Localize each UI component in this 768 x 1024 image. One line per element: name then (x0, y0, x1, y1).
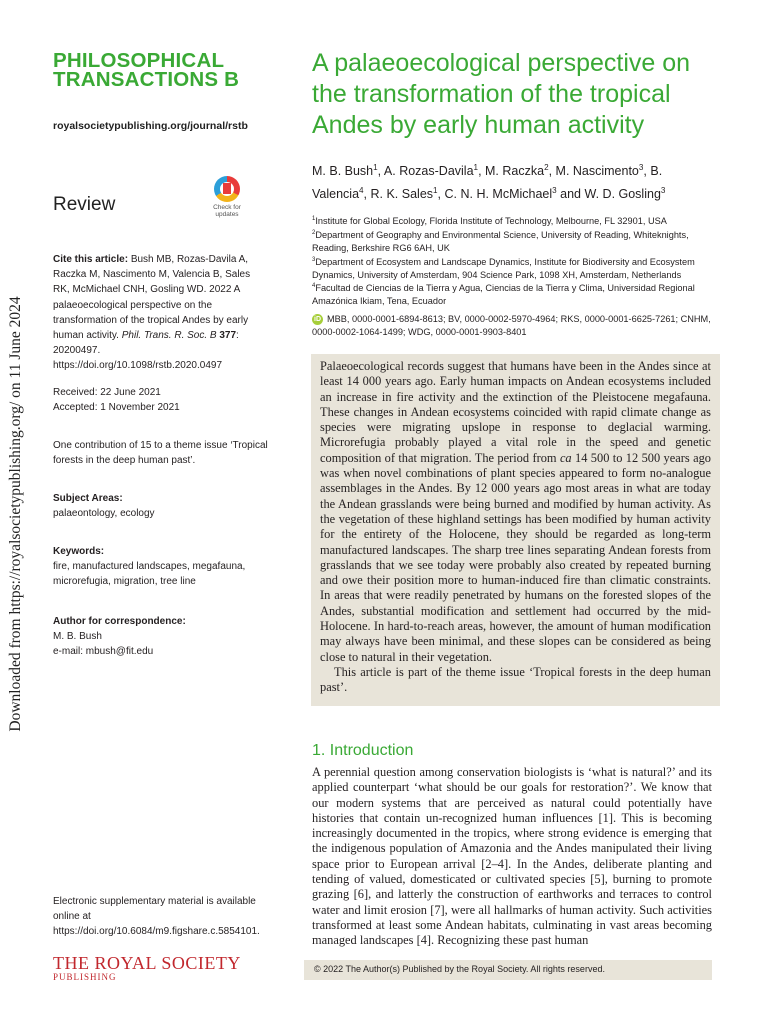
bookmark-icon (223, 183, 231, 194)
author: R. K. Sales (370, 186, 434, 201)
keywords (53, 544, 268, 590)
article-title: A palaeoecological perspective on the transformation of the tropical Andes by early human activity (312, 49, 691, 139)
download-stamp: Downloaded from https://royalsocietypublishing.org/ on 11 June 2024 (7, 296, 24, 732)
abstract-paragraph: Palaeoecological records suggest that humans have been in the Andes since at least 14 000 years ago. Early human impacts on Andean ecosystems included an increase in fire activity and the extinction of the Pleistocene megafauna. These changes in Andean ecosystems coincided with rapid climate change as species were migrating upslope in response to deglacial warming. Microrefugia probably played a vital role in the speed and genetic composition of that migration. The period from ca 14 500 to 12 500 years ago was when novel combinations of plant species appeared to form no-analogue assemblages in the Andes. By 12 000 years ago most areas in what are today the Andean grasslands were being burned and modified by human activity. As the vegetation of these highland settings has been modified by human activity for the entirety of the Holocene, they should be regarded as long-term manufactured landscapes. The sharp tree lines separating Andean forests from grasslands that we see today were probably also created by repeated burning and owe their position more to human-induced fire than climatic constraints. In areas that were readily penetrated by humans on the forested slopes of the Andes, substantial modification and settlement had occurred by the mid-Holocene. In hard-to-reach areas, however, the amount of human modification may always have been minimal, and these slopes can be considered as being close to natural in their vegetation. (320, 359, 711, 664)
copyright-text: © 2022 The Author(s) Published by the Royal Society. All rights reserved. (314, 964, 605, 974)
royal-society-logo (53, 953, 241, 982)
author: M. B. Bush (312, 164, 374, 178)
author: M. Raczka (485, 164, 545, 178)
keywords-label: Keywords: (53, 546, 105, 557)
abstract-box (311, 354, 720, 706)
logo-line2: PUBLISHING (53, 972, 117, 982)
keywords-value: fire, manufactured landscapes, megafauna, microrefugia, migration, tree line (53, 561, 246, 588)
cite-volume: 377 (219, 330, 237, 342)
citation-block (53, 252, 268, 374)
author: A. Rozas-Davila (383, 164, 474, 178)
author: W. D. Gosling (584, 186, 661, 201)
subject-value: palaeontology, ecology (53, 508, 155, 520)
author-list: M. B. Bush$^1$, A. Rozas-Davila$^1$, M. Raczka$^2$, M. Nascimento$^3$, B. Valencia$^4$, R. K. Sales$^1$, C. N. H. McMichael$^3$ and W. D. Gosling$^3$ (312, 162, 666, 201)
subject-areas (53, 491, 268, 521)
journal-name-line2: TRANSACTIONS B (53, 68, 240, 91)
section-heading: 1. Introduction (312, 742, 414, 759)
subject-label: Subject Areas: (53, 493, 123, 504)
supplementary-note: Electronic supplementary material is available online at https://doi.org/10.6084/m9.figshare.c.5854101. (53, 896, 260, 938)
affiliation: $^4$Facultad de Ciencias de la Tierra y Agua, Ciencias de la Tierra y Clima, Universidad Regional Amazónica Ikiam, Tena, Ecuador (312, 282, 695, 307)
cite-label: Cite this article: (53, 254, 129, 265)
received-date: Received: 22 June 2021 (53, 387, 161, 398)
affiliation: $^2$Department of Geography and Environmental Science, University of Reading, Whiteknights, Reading, Berkshire RG6 6AH, UK (312, 229, 689, 254)
affiliation: $^1$Institute for Global Ecology, Florida Institute of Technology, Melbourne, FL 32901, USA (312, 215, 667, 226)
affiliation: $^3$Department of Ecosystem and Landscape Dynamics, Institute for Biodiversity and Ecosystem Dynamics, University of Amsterdam, 904 Science Park, 1098 XH, Amsterdam, Netherlands (312, 256, 695, 281)
theme-issue-note: One contribution of 15 to a theme issue ‘Tropical forests in the deep human past’. (53, 440, 268, 467)
article-type: Review (53, 194, 116, 215)
check-updates-label: Check for updates (213, 204, 241, 218)
journal-name-line1: PHILOSOPHICAL (53, 49, 225, 72)
journal-name[interactable] (53, 51, 239, 89)
cite-doi-link[interactable]: https://doi.org/10.1098/rstb.2020.0497 (53, 360, 223, 372)
dates-block (53, 385, 268, 415)
author: B. Valencia (312, 164, 663, 201)
correspondence (53, 614, 268, 660)
orcid-list (312, 313, 724, 339)
logo-line1: THE ROYAL SOCIETY (53, 953, 241, 973)
check-for-updates-button[interactable] (207, 176, 247, 218)
cite-pages: : 20200497. (53, 330, 239, 357)
orcid-icon: iD (314, 316, 321, 324)
journal-url-link[interactable]: royalsocietypublishing.org/journal/rstb (53, 120, 248, 132)
cite-text: Bush MB, Rozas-Davila A, Raczka M, Nascimento M, Valencia B, Sales RK, McMichael CNH, Gosling WD. 2022 A palaeoecological perspective on the transformation of the tropical Andes by early human activity. (53, 254, 251, 342)
author: M. Nascimento (555, 164, 639, 178)
cite-journal: Phil. Trans. R. Soc. B (121, 330, 217, 342)
correspondence-email[interactable]: e-mail: mbush@fit.edu (53, 646, 154, 658)
orcid-ids[interactable]: MBB, 0000-0001-6894-8613; BV, 0000-0002-5970-4964; RKS, 0000-0001-6625-7261; CNHM, 0000-0002-1064-1499; WDG, 0000-0001-9903-8401 (312, 314, 711, 338)
abstract-theme-note: This article is part of the theme issue ‘Tropical forests in the deep human past’. (320, 664, 711, 695)
accepted-date: Accepted: 1 November 2021 (53, 402, 180, 414)
correspondence-label: Author for correspondence: (53, 616, 186, 627)
correspondence-name: M. B. Bush (53, 631, 102, 643)
author: C. N. H. McMichael (444, 186, 553, 201)
intro-paragraph: A perennial question among conservation biologists is ‘what is natural?’ and its applied counterpart ‘what should be our goals for restoration?’. We know that our modern systems that are perceived as natural could potentially have histories that contain un-recognized human influences [1]. This is becoming increasingly documented in the tropics, where strong evidence is emerging that the indigenous population of Amazonia and the Andes manipulated their living space prior to European arrival [2–4]. In the Andes, deliberate planting and tending of valued, domesticated or cultivated species [5], burning to promote grazing [6], and latterly the construction of earthworks and terraces to control water and limit erosion [7], were all hallmarks of human activity. Such activities transformed at least some Andean habitats, culminating in vast areas becoming managed landscapes [4]. Recognizing these past human (312, 765, 712, 948)
